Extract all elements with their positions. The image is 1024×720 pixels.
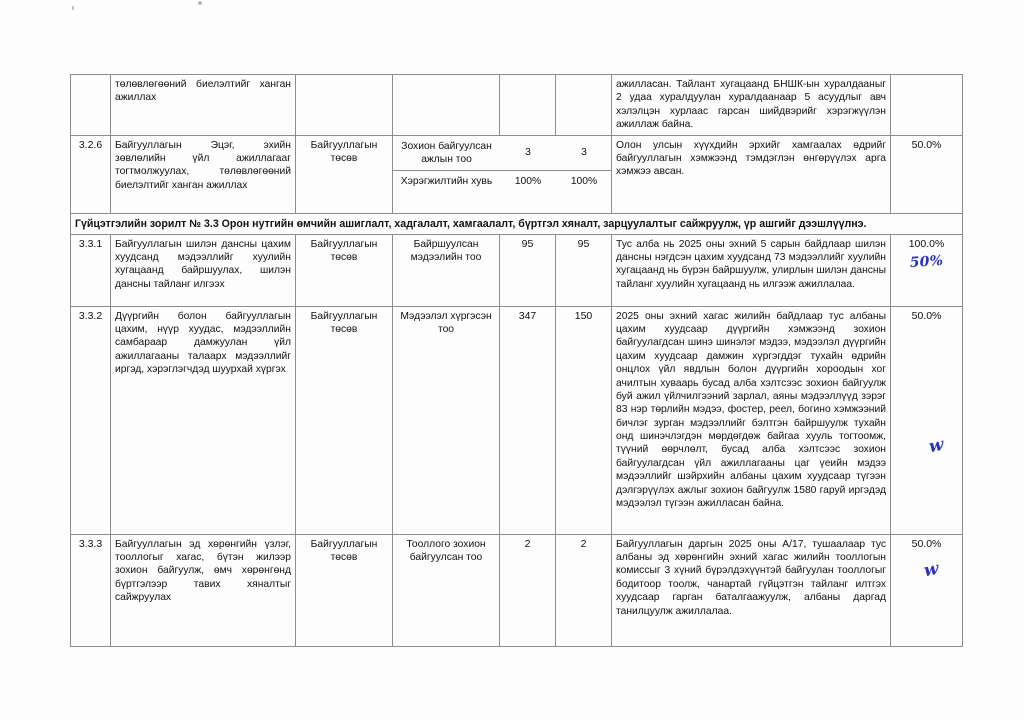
row-plan: 95 bbox=[500, 234, 556, 306]
scan-speck bbox=[72, 6, 74, 10]
subrow-fact: 3 bbox=[556, 136, 612, 171]
indicator-subrow bbox=[393, 136, 612, 171]
table-row bbox=[71, 534, 963, 646]
subrow-indicator: Зохион байгуулсан ажлын тоо bbox=[393, 136, 500, 171]
table-row bbox=[71, 135, 963, 213]
scan-speck bbox=[198, 1, 202, 5]
table-row bbox=[71, 75, 963, 136]
row-indicator: Байршуулсан мэдээлийн тоо bbox=[393, 234, 500, 306]
row-description: 2025 оны эхний хагас жилийн байдлаар тус албаны цахим хуудсаар дүүргийн хэмжээнд зохион байгуулагдсан шинэ шинэлэг мэдээ, мэдээлэл дүүргийн цахим хуудсаар дамжин хүргэгддэг тухайн өдрийн онцлох үйл явдлын болон дүүргийн хороодын хог ачилтын хуваарь бусад алба хэлтсээс зохион байгуулж буй ажил үйлчилгээний зарлал, аяны мэдээллүүд зэрэг 83 нэр төрлийн мэдээ, фостер, реел, богино хэмжээний бичлэг зурган мэдээллийг бэлтгэн байршуулж тухайн онд шинэчлэгдэн мөрдөгдөж байгаа хууль тогтоомж, түүний өөрчлөлт, бусад алба хэлтсээс зохион байгуулагдсан үйл ажиллагааны цаг үеийн мэдээ мэдээллийг шэйрхийн албаны цахим хуудсаар түгээн дэлгэрүүлэх ажлыг зохион байгуулж 1580 гаруй иргэдэд мэдээлэл түгээн ажилласан байна. bbox=[612, 306, 891, 534]
row-description: Байгууллагын даргын 2025 оны А/17, тушаалаар тус албаны эд хөрөнгийн эхний хагас жилийн тооллогын комиссыг 3 хүний бүрэлдэхүүнтэй байгуулан тооллогыг бодитоор тоолж, чанартай гүйцэтгэн тайланг илтгэх хуудсаар гарган баталгаажуулж, албаны даргад танилцуулж ажиллалаа. bbox=[612, 534, 891, 646]
row-fact: 2 bbox=[556, 534, 612, 646]
row-index: 3.3.1 bbox=[71, 234, 111, 306]
row-description: Олон улсын хүүхдийн эрхийг хамгаалах өдрийг байгууллагын хэмжээнд тэмдэглэн өнгөрүүлэх арга хэмжээ авсан. bbox=[612, 135, 891, 213]
row-plan: 347 bbox=[500, 306, 556, 534]
subrow-plan: 100% bbox=[514, 175, 542, 187]
row-source: Байгууллагын төсөв bbox=[296, 135, 393, 213]
handwritten-check-annotation: w bbox=[928, 434, 945, 458]
row-task: Дүүргийн болон байгууллагын цахим, нүүр хуудас, мэдээллийн самбараар дамжуулан үйл ажиллагааны талаарх мэдээллийг иргэд, хэрэглэгчдэд шуурхай хүргэх bbox=[111, 306, 296, 534]
row-task: Байгууллагын эд хөрөнгийн үзлэг, тооллогыг хагас, бүтэн жилээр зохион байгуулж, өмч хөрөнгөнд бүртгэлээр тавих хяналтыг сайжруулах bbox=[111, 534, 296, 646]
row-percent-cell bbox=[891, 234, 963, 306]
row-indicator: Тооллого зохион байгуулсан тоо bbox=[393, 534, 500, 646]
row-task: Байгууллагын Эцэг, эхийн зөвлөлийн үйл ажиллагааг тогтмолжуулах, төлөвлөгөөний биелэлтийг ханган ажиллах bbox=[111, 135, 296, 213]
section-title: Гүйцэтгэлийн зорилт № 3.3 Орон нутгийн өмчийн ашиглалт, хадгалалт, хамгаалалт, бүртгэл хяналт, зарцуулалтыг сайжруулж, үр ашгийг дээшлүүлнэ. bbox=[71, 213, 963, 234]
row-index: 3.3.3 bbox=[71, 534, 111, 646]
row-fact: 95 bbox=[556, 234, 612, 306]
row-percent: 100.0% bbox=[908, 237, 945, 250]
performance-report-table bbox=[70, 74, 963, 647]
row-percent: 50.0% bbox=[911, 309, 942, 322]
row-task: Байгууллагын шилэн дансны цахим хуудсанд мэдээллийг хуулийн хугацаанд байршуулах, шилэн дансны тайланг илгээх bbox=[111, 234, 296, 306]
row-percent: 50.0% bbox=[911, 537, 942, 550]
handwritten-percent-annotation: 50% bbox=[909, 253, 944, 272]
subrow-plan: 3 bbox=[500, 136, 556, 171]
table-row bbox=[71, 234, 963, 306]
row-source: Байгууллагын төсөв bbox=[296, 234, 393, 306]
row-plan: 2 bbox=[500, 534, 556, 646]
row-description: Тус алба нь 2025 оны эхний 5 сарын байдлаар шилэн дансны нэгдсэн цахим хуудсанд 73 мэдээллийг хуулийн хугацаанд нь бүрэн байршуулж, улирлын шилэн дансны тайланг хуулийн хугацаанд нь илгээж ажиллалаа. bbox=[612, 234, 891, 306]
row-indicator bbox=[393, 75, 500, 136]
row-fact bbox=[556, 75, 612, 136]
subrow-indicator: Хэрэгжилтийн хувь bbox=[400, 175, 493, 187]
indicator-subtable bbox=[393, 136, 612, 193]
document-body bbox=[70, 74, 962, 647]
table-row bbox=[71, 306, 963, 534]
row-index: 3.3.2 bbox=[71, 306, 111, 534]
section-header-row bbox=[71, 213, 963, 234]
row-percent bbox=[891, 75, 963, 136]
subrow-fact: 100% bbox=[570, 175, 598, 187]
row-fact: 150 bbox=[556, 306, 612, 534]
row-percent: 50.0% bbox=[891, 135, 963, 213]
row-index: 3.2.6 bbox=[71, 135, 111, 213]
row-index bbox=[71, 75, 111, 136]
row-percent-cell bbox=[891, 534, 963, 646]
row-task: төлөвлөгөөний биелэлтийг ханган ажиллах bbox=[111, 75, 296, 136]
indicator-subrow bbox=[393, 170, 612, 192]
row-source bbox=[296, 75, 393, 136]
row-indicator: Мэдээлэл хүргэсэн тоо bbox=[393, 306, 500, 534]
row-description: ажилласан. Тайлант хугацаанд БНШК-ын хуралдааныг 2 удаа хуралдуулан хуралдаанаар 5 асуудлыг авч хэлэлцэн хурлаас гарсан шийдвэрийг хэрэгжүүлэн ажиллаж байна. bbox=[612, 75, 891, 136]
row-source: Байгууллагын төсөв bbox=[296, 534, 393, 646]
row-plan bbox=[500, 75, 556, 136]
handwritten-check-annotation: w bbox=[923, 558, 940, 582]
row-percent-cell bbox=[891, 306, 963, 534]
row-source: Байгууллагын төсөв bbox=[296, 306, 393, 534]
row-indicator-group bbox=[393, 135, 612, 213]
